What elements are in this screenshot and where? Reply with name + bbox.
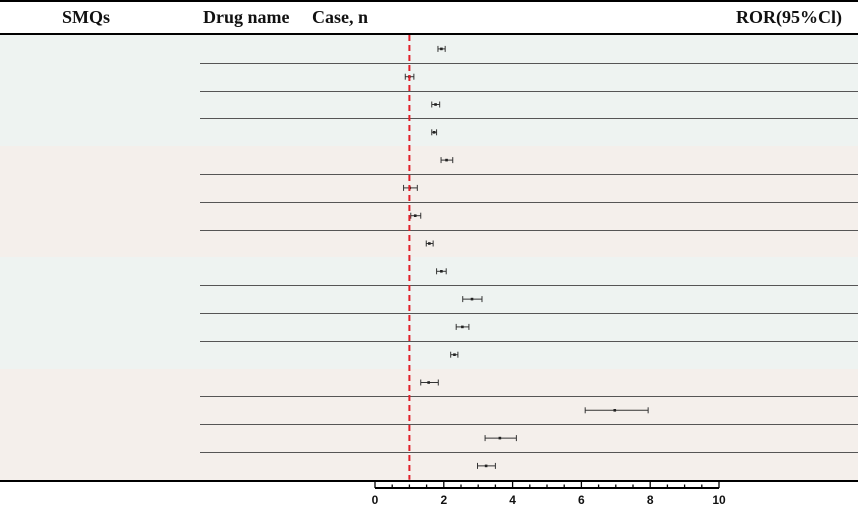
x-tick-label: 0 (371, 493, 379, 507)
x-tick-label: 10 (712, 493, 726, 507)
point-estimate (471, 298, 474, 301)
point-estimate (499, 437, 502, 440)
point-estimate (433, 131, 436, 134)
x-tick-label: 2 (440, 493, 448, 507)
point-estimate (445, 159, 448, 162)
point-estimate (414, 214, 417, 217)
point-estimate (453, 353, 456, 356)
header-drug-name: Drug name (203, 7, 290, 27)
point-estimate (485, 465, 488, 468)
x-tick-label: 6 (578, 493, 585, 507)
header-smqs: SMQs (62, 7, 111, 27)
point-estimate (461, 326, 464, 329)
point-estimate (613, 409, 616, 412)
point-estimate (427, 381, 430, 384)
header-ror: ROR(95%Cl) (736, 7, 842, 27)
point-estimate (434, 103, 437, 106)
point-estimate (428, 242, 431, 245)
header-case-n: Case, n (312, 7, 369, 27)
point-estimate (440, 270, 443, 273)
x-tick-label: 8 (646, 493, 654, 507)
x-tick-label: 4 (509, 493, 516, 507)
point-estimate (440, 48, 443, 51)
